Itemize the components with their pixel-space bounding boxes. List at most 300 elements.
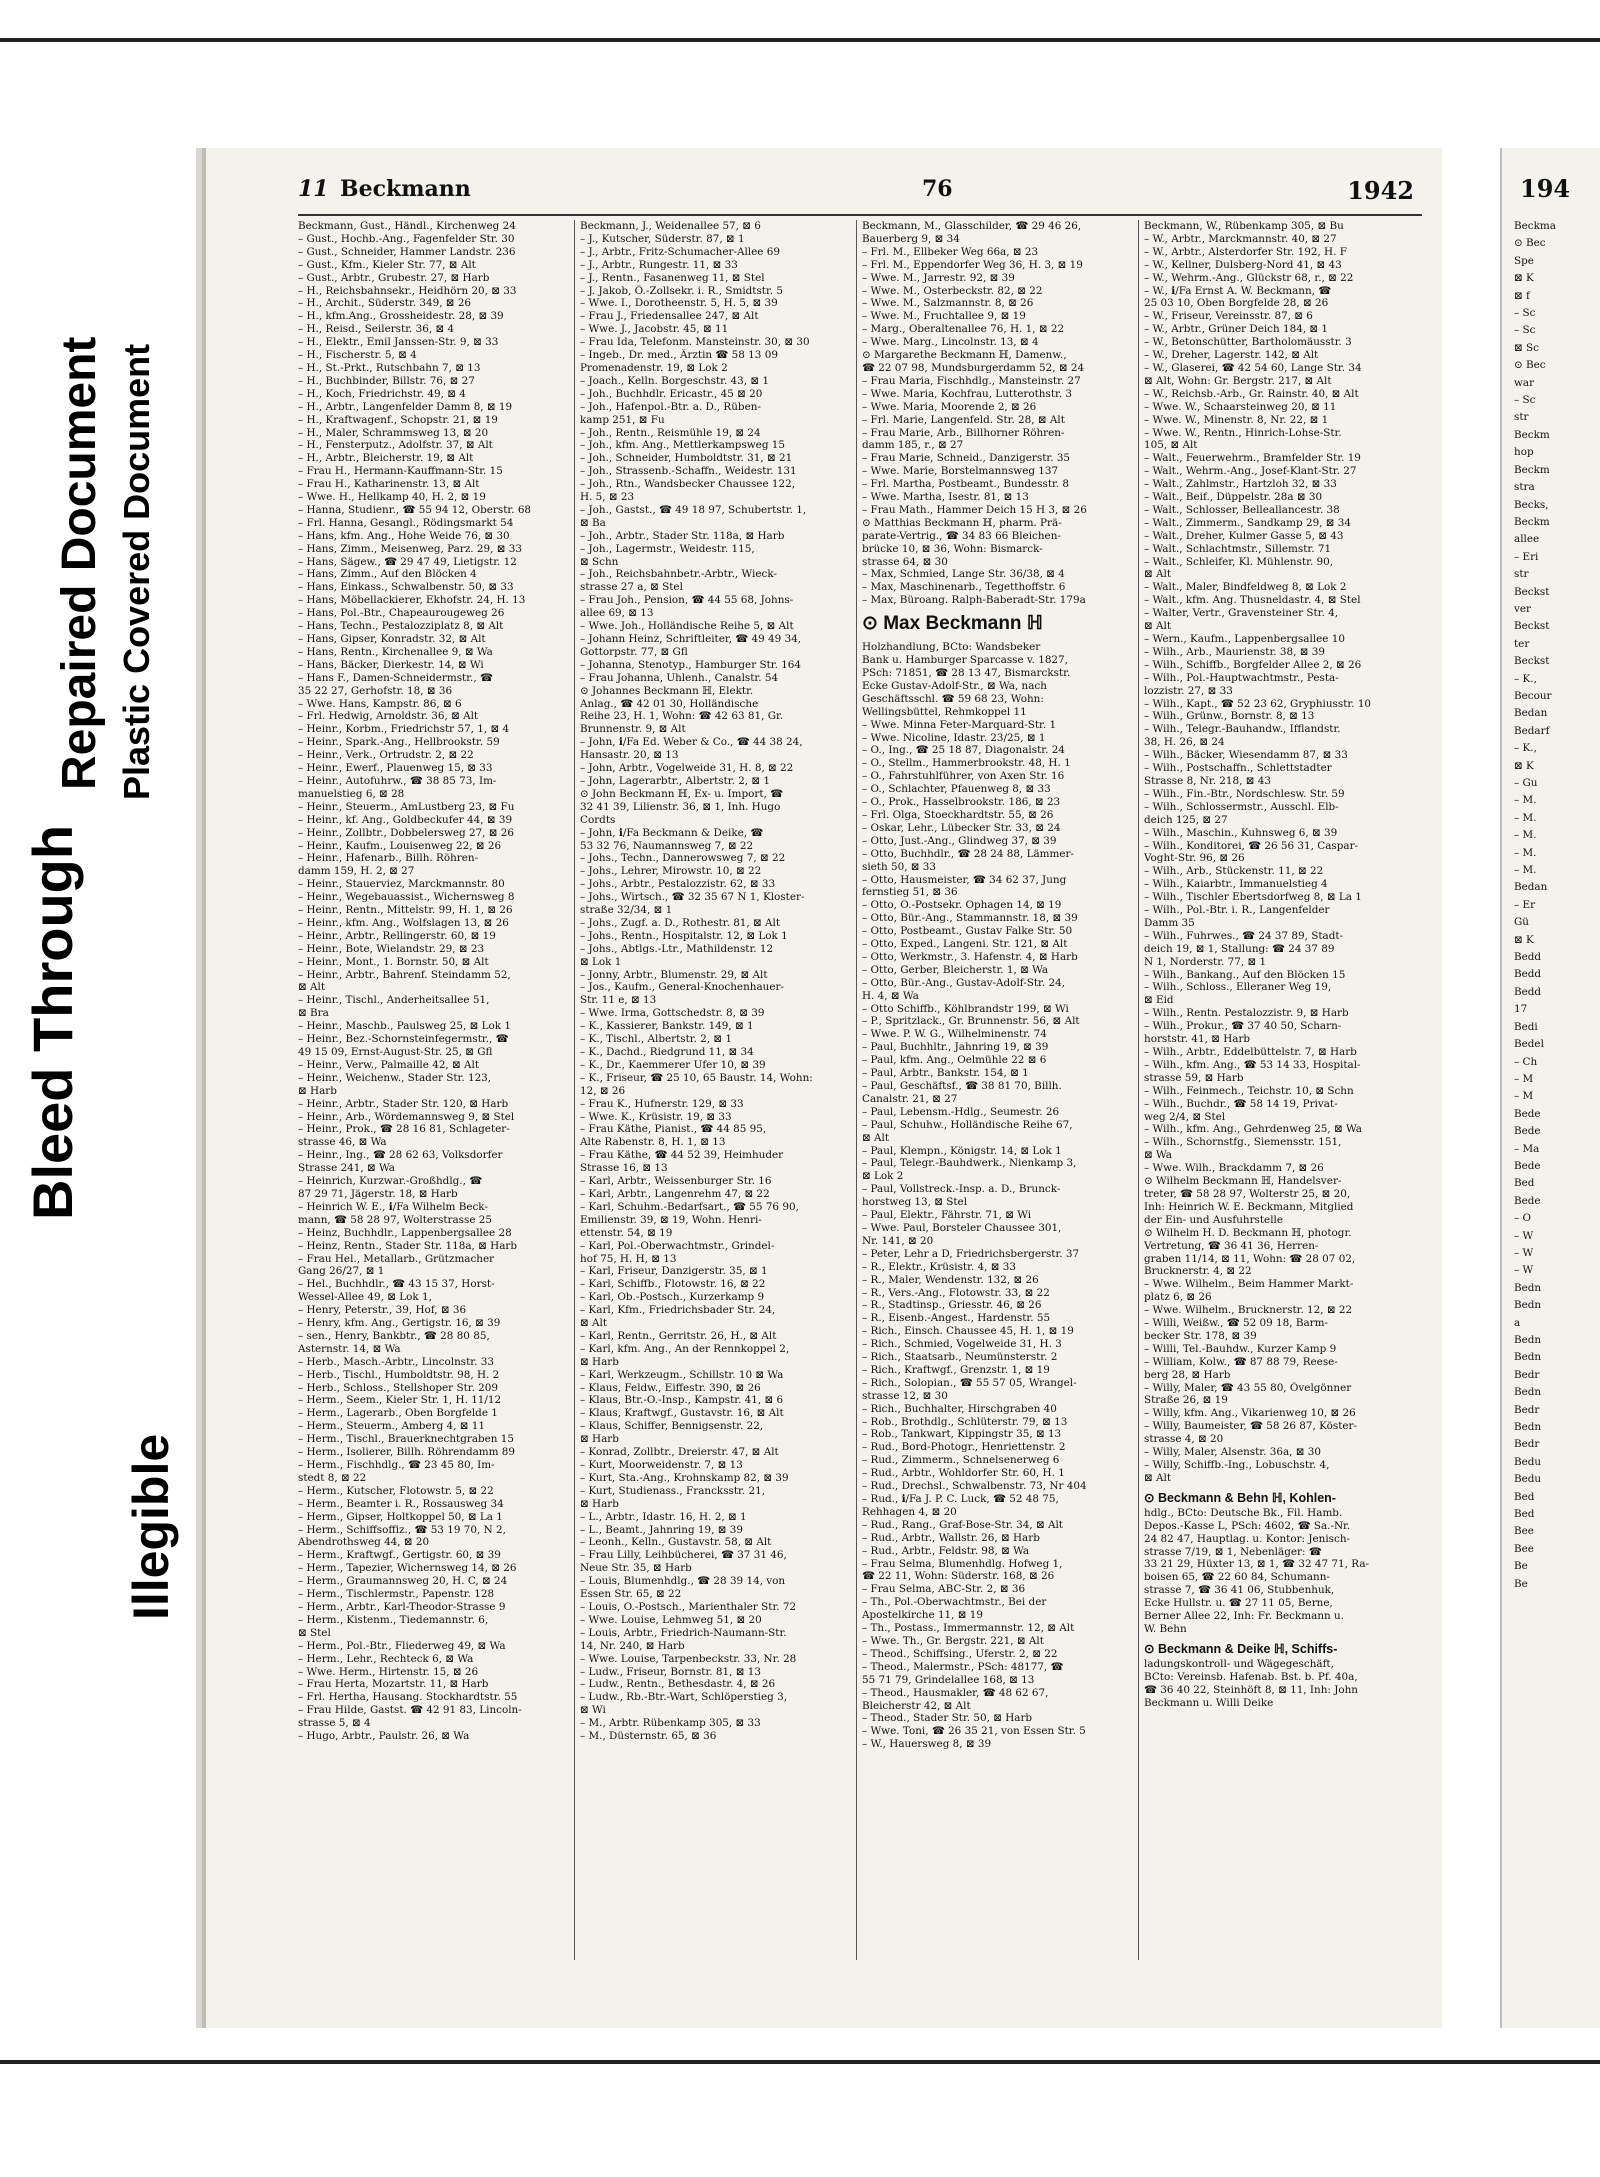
column-divider xyxy=(856,220,857,1960)
directory-entry: – Wwe. W., Schaarsteinweg 20, ⊠ 11 xyxy=(1144,400,1337,413)
directory-entry: – Heinr., Ewerf., Plauenweg 15, ⊠ 33 xyxy=(298,762,493,775)
directory-entry: – John, ℹ/Fa Beckmann & Deike, ☎ xyxy=(580,826,764,839)
directory-entry: ☎ 22 11, Wohn: Süderstr. 168, ⊠ 26 xyxy=(862,1570,1055,1583)
directory-entry: – Otto, Gerber, Bleicherstr. 1, ⊠ Wa xyxy=(862,963,1049,976)
adjacent-page-line: Bed xyxy=(1514,1177,1535,1190)
directory-entry: – Wilh., Grünw., Bornstr. 8, ⊠ 13 xyxy=(1144,710,1315,723)
adjacent-page-line: Bed xyxy=(1514,1490,1535,1503)
directory-entry: Strasse 241, ⊠ Wa xyxy=(298,1162,395,1175)
directory-entry: – O., Ing., ☎ 25 18 87, Diagonalstr. 24 xyxy=(862,744,1065,757)
adjacent-page-line: Bedr xyxy=(1514,1438,1540,1451)
directory-entry: ⊙ Beckmann & Behn ℍ, Kohlen- xyxy=(1144,1490,1336,1505)
directory-entry: boisen 65, ☎ 22 60 84, Schumann- xyxy=(1144,1571,1330,1584)
directory-entry: treter, ☎ 58 28 97, Wolterstr 25, ⊠ 20, xyxy=(1144,1187,1351,1200)
directory-entry: – Herm., Tapezier, Wichernsweg 14, ⊠ 26 xyxy=(298,1562,517,1575)
directory-entry: – Wwe. J., Jacobstr. 45, ⊠ 11 xyxy=(580,323,729,336)
directory-entry: – Rud., Arbtr., Wohldorfer Str. 60, H. 1 xyxy=(862,1467,1065,1480)
directory-entry: Beckmann u. Willi Deike xyxy=(1144,1696,1274,1709)
adjacent-page-line: Beckm xyxy=(1514,515,1550,528)
header-rule xyxy=(298,214,1422,216)
directory-entry: – Ludw., Rb.-Btr.-Wart, Schlöperstieg 3, xyxy=(580,1691,788,1704)
page-year: 1942 xyxy=(1347,176,1414,205)
directory-entry: – Kurt, Moorweidenstr. 7, ⊠ 13 xyxy=(580,1459,743,1471)
directory-entry: – Rud., Arbtr., Wallstr. 26, ⊠ Harb xyxy=(862,1531,1040,1544)
adjacent-page-line: Beckma xyxy=(1514,220,1556,232)
directory-entry: – Gust., Arbtr., Grubestr. 27, ⊠ Harb xyxy=(298,271,490,284)
adjacent-page-line: ⊠ K xyxy=(1514,272,1534,285)
directory-entry: – Frl. M., Ellbeker Weg 66a, ⊠ 23 xyxy=(862,245,1039,258)
directory-entry: ⊙ Margarethe Beckmann ℍ, Damenw., xyxy=(862,349,1067,362)
directory-entry: – Wilh., Schornstfg., Siemensstr. 151, xyxy=(1144,1136,1342,1149)
directory-entry: ⊠ Alt xyxy=(580,1317,608,1330)
directory-entry: – Heinr., Wegebauassist., Wichernsweg 8 xyxy=(298,891,515,904)
directory-entry: – Peter, Lehr a D, Friedrichsbergerstr. 37 xyxy=(862,1247,1080,1260)
directory-entry: – Joh., Schneider, Humboldtstr. 31, ⊠ 21 xyxy=(580,452,793,465)
directory-entry: ⊠ Alt, Wohn: Gr. Bergstr. 217, ⊠ Alt xyxy=(1144,374,1332,387)
directory-entry: Gottorpstr. 77, ⊠ Gfl xyxy=(580,645,688,658)
directory-entry: – Gust., Kfm., Kieler Str. 77, ⊠ Alt xyxy=(298,258,476,271)
directory-entry: ladungskontroll- und Wägegeschäft, xyxy=(1144,1657,1334,1670)
adjacent-page-line: Bedn xyxy=(1514,1386,1542,1399)
directory-entry: – R., Eisenb.-Angest., Hardenstr. 55 xyxy=(862,1312,1051,1325)
directory-entry: fernstieg 51, ⊠ 36 xyxy=(862,886,958,899)
directory-entry: – Herm., Pol.-Btr., Fliederweg 49, ⊠ Wa xyxy=(298,1639,506,1652)
directory-entry: sieth 50, ⊠ 33 xyxy=(862,860,937,873)
directory-entry: – Herm., Lagerarb., Oben Borgfelde 1 xyxy=(298,1407,498,1420)
directory-entry: – Frl. Marie, Langenfeld. Str. 28, ⊠ Alt xyxy=(862,413,1065,426)
directory-entry: – Frau Johanna, Uhlenh., Canalstr. 54 xyxy=(580,671,779,684)
directory-entry: – Wilh., Bäcker, Wiesendamm 87, ⊠ 33 xyxy=(1144,749,1348,762)
directory-entry: – Rob., Brothdlg., Schlüterstr. 79, ⊠ 13 xyxy=(862,1415,1068,1428)
directory-entry: – M., Düsternstr. 65, ⊠ 36 xyxy=(580,1730,717,1743)
directory-entry: – Willy, Maler, Alsenstr. 36a, ⊠ 30 xyxy=(1144,1446,1321,1459)
directory-entry: 87 29 71, Jägerstr. 18, ⊠ Harb xyxy=(298,1187,458,1200)
directory-entry: – Frau J., Friedensallee 247, ⊠ Alt xyxy=(580,310,759,323)
directory-entry: – Johs., Arbtr., Pestalozzistr. 62, ⊠ 33 xyxy=(580,878,776,891)
directory-entry: – Otto, Just.-Ang., Glindweg 37, ⊠ 39 xyxy=(862,834,1057,847)
stamp-repaired-document: Repaired Document xyxy=(53,336,106,790)
directory-entry: – Otto, Postbeamt., Gustav Falke Str. 50 xyxy=(862,925,1073,938)
directory-entry: ⊠ Stel xyxy=(298,1626,331,1639)
directory-entry: – Walt., Wehrm.-Ang., Josef-Klant-Str. 27 xyxy=(1144,465,1357,478)
directory-entry: – Karl, Schuhm.-Bedarfsart., ☎ 55 76 90, xyxy=(580,1200,799,1213)
directory-entry: – Joh., Gastst., ☎ 49 18 97, Schubertstr. 1, xyxy=(580,503,807,516)
directory-entry: – Wwe. M., Fruchtallee 9, ⊠ 19 xyxy=(862,310,1026,323)
directory-entry: – Wwe. M., Jarrestr. 92, ⊠ 39 xyxy=(862,271,1015,284)
directory-entry: – Herm., Kutscher, Flotowstr. 5, ⊠ 22 xyxy=(298,1484,494,1497)
directory-entry: – Joh., Rtn., Wandsbecker Chaussee 122, xyxy=(580,478,796,491)
adjacent-page-line: – M. xyxy=(1514,846,1537,859)
directory-entry: – Johs., Rentn., Hospitalstr. 12, ⊠ Lok 1 xyxy=(580,929,788,942)
directory-entry: – Heinrich W. E., ℹ/Fa Wilhelm Beck- xyxy=(298,1200,488,1213)
adjacent-page-line: Bedr xyxy=(1514,1368,1540,1381)
directory-entry: ⊠ Bra xyxy=(298,1007,329,1020)
directory-entry: ⊠ Lok 1 xyxy=(580,955,622,968)
directory-entry: H. 5, ⊠ 23 xyxy=(580,491,635,504)
directory-entry: Bauerberg 9, ⊠ 34 xyxy=(862,232,960,245)
directory-entry: straße 32/34, ⊠ 1 xyxy=(580,904,673,917)
directory-entry: – Wwe. Nicoline, Idastr. 23/25, ⊠ 1 xyxy=(862,731,1046,744)
directory-entry: – Walt., Schlosser, Belleallancestr. 38 xyxy=(1144,503,1340,516)
page-letter: 11 xyxy=(298,176,329,202)
directory-entry: BCto: Vereinsb. Hafenab. Bst. b. Pf. 40a, xyxy=(1144,1670,1358,1683)
directory-entry: Strasse 8, Nr. 218, ⊠ 43 xyxy=(1144,774,1271,787)
directory-entry: – Wilh., Prokur., ☎ 37 40 50, Scharn- xyxy=(1144,1020,1342,1033)
directory-entry: – Wwe. Wilhelm., Beim Hammer Markt- xyxy=(1144,1278,1354,1291)
directory-entry: Ecke Gustav-Adolf-Str., ⊠ Wa, nach xyxy=(862,679,1047,692)
adjacent-page-line: a xyxy=(1514,1316,1521,1329)
directory-entry: – Herm., Beamter i. R., Rossausweg 34 xyxy=(298,1497,504,1510)
directory-entry: 105, ⊠ Alt xyxy=(1144,439,1198,452)
directory-entry: Neue Str. 35, ⊠ Harb xyxy=(580,1562,692,1575)
directory-entry: – K., Kassierer, Bankstr. 149, ⊠ 1 xyxy=(580,1020,754,1033)
directory-entry: – Willi, Tel.-Bauhdw., Kurzer Kamp 9 xyxy=(1144,1342,1337,1355)
directory-entry: – J., Arbtr., Fritz-Schumacher-Allee 69 xyxy=(580,245,780,258)
directory-entry: – Wwe. Maria, Kochfrau, Lutterothstr. 3 xyxy=(862,387,1073,400)
directory-entry: – O., Stellm., Hammerbrookstr. 48, H. 1 xyxy=(862,757,1071,770)
directory-entry: ⊠ Alt xyxy=(298,981,326,994)
directory-entry: – Rud., Zimmerm., Schnelsenerweg 6 xyxy=(862,1454,1060,1467)
directory-entry: – Joh., Lagermstr., Weidestr. 115, xyxy=(580,542,755,555)
directory-entry: strasse 7/19, ⊠ 1, Nebenläger: ☎ xyxy=(1144,1545,1322,1558)
directory-entry: graben 11/14, ⊠ 11, Wohn: ☎ 28 07 02, xyxy=(1144,1252,1356,1265)
directory-entry: – Paul, Buchhltr., Jahnring 19, ⊠ 39 xyxy=(862,1041,1049,1054)
directory-entry: platz 6, ⊠ 26 xyxy=(1144,1291,1212,1304)
adjacent-page-line: – W xyxy=(1514,1264,1534,1277)
directory-entry: – W., Kellner, Dulsberg-Nord 41, ⊠ 43 xyxy=(1144,258,1342,271)
page-running-name: Beckmann xyxy=(340,176,471,202)
directory-entry: – Wwe. Wilh., Brackdamm 7, ⊠ 26 xyxy=(1144,1162,1324,1175)
directory-entry: – sen., Henry, Bankbtr., ☎ 28 80 85, xyxy=(298,1329,490,1342)
directory-entry: – Gust., Hochb.-Ang., Fagenfelder Str. 30 xyxy=(298,232,515,245)
directory-entry: – Heinr., Prok., ☎ 28 16 81, Schlageter- xyxy=(298,1123,510,1136)
adjacent-page-line: Bee xyxy=(1514,1525,1534,1538)
directory-entry: ⊠ Wi xyxy=(580,1704,606,1717)
directory-entry: – Jos., Kaufm., General-Knochenhauer- xyxy=(580,981,784,994)
directory-entry: – H., Archit., Süderstr. 349, ⊠ 26 xyxy=(298,297,472,310)
directory-entry: 25 03 10, Oben Borgfelde 28, ⊠ 26 xyxy=(1144,297,1329,310)
directory-entry: – Konrad, Zollbtr., Dreierstr. 47, ⊠ Alt xyxy=(580,1446,779,1459)
directory-entry: – Ludw., Friseur, Bornstr. 81, ⊠ 13 xyxy=(580,1665,761,1678)
directory-entry: – H., Reichsbahnsekr., Heidhörn 20, ⊠ 33 xyxy=(298,284,517,297)
adjacent-page-line: Bee xyxy=(1514,1542,1534,1555)
directory-entry: – Wwe. W., Minenstr. 8, Nr. 22, ⊠ 1 xyxy=(1144,413,1329,426)
directory-entry: – Paul, Telegr.-Bauhdwerk., Nienkamp 3, xyxy=(862,1157,1077,1170)
directory-entry: – Karl, Kfm., Friedrichsbader Str. 24, xyxy=(580,1304,776,1317)
adjacent-page-line: – Ma xyxy=(1514,1142,1540,1155)
directory-entry: – W., Dreher, Lagerstr. 142, ⊠ Alt xyxy=(1144,349,1319,362)
directory-entry: – Heinr., Korbm., Friedrichstr 57, 1, ⊠ 4 xyxy=(298,723,510,736)
directory-entry: 49 15 09, Ernst-August-Str. 25, ⊠ Gfl xyxy=(298,1046,493,1058)
directory-entry: – Marg., Oberaltenallee 76, H. 1, ⊠ 22 xyxy=(862,323,1065,336)
directory-entry: – Wwe. Irma, Gottschedstr. 8, ⊠ 39 xyxy=(580,1007,765,1020)
directory-entry: – Heinr., kf. Ang., Goldbeckufer 44, ⊠ 39 xyxy=(298,813,513,826)
directory-entry: ⊙ Johannes Beckmann ℍ, Elektr. xyxy=(580,684,754,697)
directory-entry: – O., Prok., Hasselbrookstr. 186, ⊠ 23 xyxy=(862,796,1061,809)
directory-entry: – Joh., Reichsbahnbetr.-Arbtr., Wieck- xyxy=(580,568,777,581)
directory-entry: ☎ 22 07 98, Mundsburgerdamm 52, ⊠ 24 xyxy=(862,361,1085,374)
directory-entry: – Louis, Blumenhdlg., ☎ 28 39 14, von xyxy=(580,1575,786,1588)
adjacent-page-line: – M. xyxy=(1514,829,1537,842)
directory-entry: – Wilh., Arbtr., Eddelbüttelstr. 7, ⊠ Harb xyxy=(1144,1046,1357,1058)
directory-entry: – H., Elektr., Emil Janssen-Str. 9, ⊠ 33 xyxy=(298,336,499,349)
adjacent-page-line: ver xyxy=(1514,602,1531,615)
directory-entry: – H., Maler, Schrammsweg 13, ⊠ 20 xyxy=(298,426,489,439)
directory-entry: – W., Reichsb.-Arb., Gr. Rainstr. 40, ⊠ Alt xyxy=(1144,387,1359,400)
directory-entry: – Karl, Ob.-Postsch., Kurzerkamp 9 xyxy=(580,1291,765,1304)
directory-entry: Brunnenstr. 9, ⊠ Alt xyxy=(580,723,686,736)
directory-entry: – Frau Marie, Arb., Billhorner Röhren- xyxy=(862,426,1065,439)
directory-entry: – Wilh., Buchdr., ☎ 58 14 19, Privat- xyxy=(1144,1097,1338,1110)
adjacent-page-line: Bedan xyxy=(1514,707,1548,720)
directory-entry: – Klaus, Kraftwgf., Gustavstr. 16, ⊠ Alt xyxy=(580,1407,784,1420)
directory-entry: – Paul, Lebensm.-Hdlg., Seumestr. 26 xyxy=(862,1105,1060,1118)
directory-entry: – Wilh., Postschaffn., Schlettstadter xyxy=(1144,762,1332,775)
directory-entry: – W., ℹ/Fa Ernst A. W. Beckmann, ☎ xyxy=(1144,284,1332,297)
directory-entry: – John, Arbtr., Vogelweide 31, H. 8, ⊠ 22 xyxy=(580,762,794,775)
directory-entry: Geschäftsschl. ☎ 59 68 23, Wohn: xyxy=(862,692,1044,705)
directory-entry: – Johs., Wirtsch., ☎ 32 35 67 N 1, Kloster- xyxy=(580,891,805,904)
directory-entry: ⊠ Alt xyxy=(1144,1471,1172,1484)
directory-entry: – Walt., Maler, Bindfeldweg 8, ⊠ Lok 2 xyxy=(1144,581,1347,594)
adjacent-page-line: Bedn xyxy=(1514,1299,1542,1312)
adjacent-page-line: Bedarf xyxy=(1514,724,1550,737)
directory-entry: – Heinr., Zollbtr., Dobbelersweg 27, ⊠ 26 xyxy=(298,826,515,839)
directory-entry: N 1, Norderstr. 77, ⊠ 1 xyxy=(1144,955,1267,968)
directory-entry: – Ludw., Rentn., Bethesdastr. 4, ⊠ 26 xyxy=(580,1678,776,1691)
directory-entry: – Frau Lilly, Leihbücherei, ☎ 37 31 46, xyxy=(580,1549,787,1562)
directory-entry: – Kurt, Studienass., Francksstr. 21, xyxy=(580,1484,766,1497)
directory-entry: – Frau Marie, Schneid., Danzigerstr. 35 xyxy=(862,452,1071,465)
directory-entry: – John, ℹ/Fa Ed. Weber & Co., ☎ 44 38 24, xyxy=(580,736,803,749)
directory-entry: – Rich., Kraftwgf., Grenzstr. 1, ⊠ 19 xyxy=(862,1363,1050,1376)
adjacent-page-line: Bede xyxy=(1514,1194,1541,1207)
directory-entry: Cordts xyxy=(580,813,616,826)
directory-entry: 35 22 27, Gerhofstr. 18, ⊠ 36 xyxy=(298,684,453,697)
directory-entry: – Heinr., Bez.-Schornsteinfegermstr., ☎ xyxy=(298,1033,509,1046)
directory-entry: PSch: 71851, ☎ 28 13 47, Bismarckstr. xyxy=(862,667,1071,679)
directory-entry: – Wilh., Schlossermstr., Ausschl. Elb- xyxy=(1144,800,1339,813)
directory-entry: – L., Beamt., Jahnring 19, ⊠ 39 xyxy=(580,1523,743,1536)
directory-entry: – Wilh., Pol.-Hauptwachtmstr., Pesta- xyxy=(1144,671,1339,684)
directory-entry: – Wilh., Fin.-Btr., Nordschlesw. Str. 59 xyxy=(1144,787,1345,800)
adjacent-page-line: – Ch xyxy=(1514,1055,1538,1068)
directory-entry: ⊠ Harb xyxy=(298,1084,337,1097)
adjacent-page-line: str xyxy=(1514,411,1529,424)
directory-entry: strasse 46, ⊠ Wa xyxy=(298,1136,387,1149)
directory-entry: – Hans, Einkass., Schwalbenstr. 50, ⊠ 33 xyxy=(298,581,514,594)
directory-entry: – Heinrich, Kurzwar.-Großhdlg., ☎ xyxy=(298,1175,483,1188)
adjacent-page-line: Bede xyxy=(1514,1125,1541,1138)
directory-entry: – Herm., Tischl., Brauerknechtgraben 15 xyxy=(298,1433,515,1446)
directory-entry: – Rud., Drechsl., Schwalbenstr. 73, Nr 404 xyxy=(862,1480,1087,1493)
directory-entry: – Heinr., Spark.-Ang., Hellbrookstr. 59 xyxy=(298,736,500,749)
directory-entry: – Joh., Rentn., Reismühle 19, ⊠ 24 xyxy=(580,426,761,439)
directory-entry: – R., Elektr., Krüsistr. 4, ⊠ 33 xyxy=(862,1260,1016,1273)
directory-entry: – Willy, Baumeister, ☎ 58 26 87, Köster- xyxy=(1144,1420,1357,1433)
adjacent-page-line: – W xyxy=(1514,1229,1534,1242)
directory-entry: – Heinr., Mont., 1. Bornstr. 50, ⊠ Alt xyxy=(298,955,489,968)
adjacent-page-line: – M xyxy=(1514,1072,1534,1085)
adjacent-page-line: Beckst xyxy=(1514,620,1550,633)
directory-entry: – Wwe. Martha, Isestr. 81, ⊠ 13 xyxy=(862,491,1029,504)
directory-entry: Anlag., ☎ 42 01 30, Holländische xyxy=(580,697,759,710)
directory-entry: Str. 11 e, ⊠ 13 xyxy=(580,994,657,1007)
adjacent-page-line: – M. xyxy=(1514,864,1537,877)
directory-entry: horstweg 13, ⊠ Stel xyxy=(862,1196,968,1209)
directory-entry: ⊙ Matthias Beckmann ℍ, pharm. Prä- xyxy=(862,516,1062,529)
directory-entry: – Heinr., Arbtr., Rellingerstr. 60, ⊠ 19 xyxy=(298,929,496,942)
directory-entry: Depos.-Kasse L, PSch: 4602, ☎ Sa.-Nr. xyxy=(1144,1519,1351,1532)
adjacent-page-line: Be xyxy=(1514,1560,1528,1573)
directory-entry: – Herm., Kraftwgf., Gertigstr. 60, ⊠ 39 xyxy=(298,1549,501,1562)
directory-entry: – Wilh., Konditorei, ☎ 26 56 31, Caspar- xyxy=(1144,839,1359,852)
directory-entry: Bank u. Hamburger Sparcasse v. 1827, xyxy=(862,654,1068,667)
directory-entry: – Herm., Isolierer, Billh. Röhrendamm 89 xyxy=(298,1446,516,1459)
directory-entry: – Heinr., kfm. Ang., Wolfslagen 13, ⊠ 26 xyxy=(298,916,509,929)
directory-entry: – Wilh., Maschin., Kuhnsweg 6, ⊠ 39 xyxy=(1144,826,1338,839)
directory-entry: – Otto, Bür.-Ang., Stammannstr. 18, ⊠ 39 xyxy=(862,912,1078,925)
directory-entry: – Gust., Schneider, Hammer Landstr. 236 xyxy=(298,245,516,258)
directory-entry: – Henry, Peterstr., 39, Hof, ⊠ 36 xyxy=(298,1304,467,1317)
directory-entry: – Paul, kfm. Ang., Oelmühle 22 ⊠ 6 xyxy=(862,1054,1047,1067)
directory-entry: – Wilh., Rentn. Pestalozzistr. 9, ⊠ Harb xyxy=(1144,1007,1349,1020)
directory-entry: strasse 4, ⊠ 20 xyxy=(1144,1433,1224,1446)
directory-entry: strasse 5, ⊠ 4 xyxy=(298,1717,371,1730)
adjacent-page-line: Bede xyxy=(1514,1159,1541,1172)
directory-entry: – Frl. Hanna, Gesangl., Rödingsmarkt 54 xyxy=(298,516,514,529)
directory-entry: – Klaus, Schiffer, Bennigsenstr. 22, xyxy=(580,1420,764,1433)
directory-entry: – Walt., Dreher, Kulmer Gasse 5, ⊠ 43 xyxy=(1144,529,1344,542)
adjacent-page-line: Beckst xyxy=(1514,655,1550,668)
adjacent-page-line: ter xyxy=(1514,637,1530,650)
directory-entry: mann, ☎ 58 28 97, Wolterstrasse 25 xyxy=(298,1213,493,1226)
directory-entry: Bleicherstr 42, ⊠ Alt xyxy=(862,1699,971,1712)
column-1 xyxy=(298,220,568,1960)
directory-entry: Beckmann, M., Glasschilder, ☎ 29 46 26, xyxy=(862,220,1082,232)
directory-entry: – Herm., Seem., Kieler Str. 1, H. 11/12 xyxy=(298,1394,502,1407)
adjacent-page-line: – Sc xyxy=(1514,324,1536,337)
directory-entry: – Frau Selma, ABC-Str. 2, ⊠ 36 xyxy=(862,1583,1026,1596)
directory-entry: – Karl, Friseur, Danzigerstr. 35, ⊠ 1 xyxy=(580,1265,768,1278)
stamp-plastic-covered-document: Plastic Covered Document xyxy=(116,343,157,800)
adjacent-page-line: Be xyxy=(1514,1577,1528,1590)
directory-entry: – Frau Selma, Blumenhdlg. Hofweg 1, xyxy=(862,1557,1063,1570)
directory-entry: – W., Arbtr., Marckmannstr. 40, ⊠ 27 xyxy=(1144,232,1337,245)
directory-entry: – Wilh., Schloss., Elleraner Weg 19, xyxy=(1144,981,1332,994)
adjacent-page-line: – M. xyxy=(1514,811,1537,824)
directory-entry: – Rich., Staatsarb., Neumünsterstr. 2 xyxy=(862,1351,1058,1364)
directory-entry: – Wwe. Minna Feter-Marquard-Str. 1 xyxy=(862,718,1057,731)
scan-bottom-border xyxy=(0,2060,1600,2064)
directory-entry: – Walt., Feuerwehrm., Bramfelder Str. 19 xyxy=(1144,452,1361,465)
directory-entry: strasse 27 a, ⊠ Stel xyxy=(580,581,683,594)
directory-entry: – Wilh., Telegr.-Bauhandw., Ifflandstr. xyxy=(1144,723,1341,736)
directory-entry: W. Behn xyxy=(1144,1622,1187,1635)
directory-entry: – Hans, Gipser, Konradstr. 32, ⊠ Alt xyxy=(298,633,486,645)
adjacent-page-line: – M. xyxy=(1514,794,1537,807)
directory-entry: – Rich., Solopian., ☎ 55 57 05, Wrangel- xyxy=(862,1376,1077,1389)
directory-entry: – Wilh., Feinmech., Teichstr. 10, ⊠ Schn xyxy=(1144,1084,1354,1097)
directory-entry: – Heinr., Rentn., Mittelstr. 99, H. 1, ⊠ 26 xyxy=(298,904,513,917)
directory-entry: weg 2/4, ⊠ Stel xyxy=(1144,1110,1226,1123)
adjacent-page-line: Beckst xyxy=(1514,585,1550,598)
directory-entry: strasse 12, ⊠ 30 xyxy=(862,1389,948,1402)
directory-entry: – W., Hauersweg 8, ⊠ 39 xyxy=(862,1738,992,1751)
directory-entry: ⊠ Lok 2 xyxy=(862,1170,904,1183)
adjacent-page-line: ⊠ K xyxy=(1514,933,1534,946)
directory-entry: Promenadenstr. 19, ⊠ Lok 2 xyxy=(580,361,728,374)
directory-page xyxy=(196,148,1442,2028)
directory-entry: Emilienstr. 39, ⊠ 19, Wohn. Henri- xyxy=(580,1213,762,1226)
directory-entry: – Frau H., Hermann-Kauffmann-Str. 15 xyxy=(298,465,503,478)
directory-entry: Inh: Heinrich W. E. Beckmann, Mitglied xyxy=(1144,1200,1354,1213)
directory-entry: Wessel-Allee 49, ⊠ Lok 1, xyxy=(298,1291,432,1304)
directory-entry: becker Str. 178, ⊠ 39 xyxy=(1144,1329,1257,1342)
directory-entry: – Paul, Elektr., Fährstr. 71, ⊠ Wi xyxy=(862,1209,1032,1222)
directory-entry: – Heinr., Bote, Wielandstr. 29, ⊠ 23 xyxy=(298,942,485,955)
adjacent-page-line: ⊙ Bec xyxy=(1514,237,1546,250)
column-divider xyxy=(1138,220,1139,1960)
directory-entry: – Joh., Buchhdlr. Ericastr., 45 ⊠ 20 xyxy=(580,387,763,400)
directory-entry: – Frl. Hedwig, Arnoldstr. 36, ⊠ Alt xyxy=(298,710,479,723)
directory-entry: – Walt., Zimmerm., Sandkamp 29, ⊠ 34 xyxy=(1144,516,1352,529)
directory-entry: ⊠ Alt xyxy=(1144,620,1172,633)
adjacent-page-line: ⊠ f xyxy=(1514,289,1530,302)
directory-entry: Voght-Str. 96, ⊠ 26 xyxy=(1144,852,1245,865)
adjacent-page-line: Becour xyxy=(1514,689,1552,702)
directory-entry: Alte Rabenstr. 8, H. 1, ⊠ 13 xyxy=(580,1136,726,1149)
directory-entry: – Johanna, Stenotyp., Hamburger Str. 164 xyxy=(580,658,802,671)
directory-entry: – Frl. M., Eppendorfer Weg 36, H. 3, ⊠ 19 xyxy=(862,258,1083,271)
adjacent-page-line: str xyxy=(1514,568,1529,581)
directory-entry: – Wilh., Kaiarbtr., Immanuelstieg 4 xyxy=(1144,878,1328,891)
adjacent-page-line: Bedn xyxy=(1514,1334,1542,1346)
directory-entry: Ecke Hullstr. u. ☎ 27 11 05, Berne, xyxy=(1144,1597,1333,1610)
directory-entry: – Louis, O.-Postsch., Marienthaler Str. 72 xyxy=(580,1600,797,1613)
directory-entry: – Hans, Zimm., Auf den Blöcken 4 xyxy=(298,568,477,581)
directory-entry: – K., Dachd., Riedgrund 11, ⊠ 34 xyxy=(580,1046,754,1058)
directory-entry: – J., Kutscher, Süderstr. 87, ⊠ 1 xyxy=(580,232,745,245)
directory-entry: – William, Kolw., ☎ 87 88 79, Reese- xyxy=(1144,1355,1338,1368)
directory-entry: Berner Allee 22, Inh: Fr. Beckmann u. xyxy=(1144,1610,1345,1623)
directory-entry: lozzistr. 27, ⊠ 33 xyxy=(1144,684,1233,697)
adjacent-page-line: – O xyxy=(1514,1212,1532,1225)
directory-entry: – W., Glaserei, ☎ 42 54 60, Lange Str. 34 xyxy=(1144,361,1362,374)
adjacent-page-line: ⊠ K xyxy=(1514,759,1534,772)
directory-entry: – H., Fischerstr. 5, ⊠ 4 xyxy=(298,349,417,362)
directory-entry: H. 4, ⊠ Wa xyxy=(862,989,919,1002)
adjacent-page-line: – Sc xyxy=(1514,307,1536,320)
adjacent-page-line: – Er xyxy=(1514,898,1536,911)
directory-entry: – Willy, kfm. Ang., Vikarienweg 10, ⊠ 26 xyxy=(1144,1407,1356,1420)
directory-entry: – H., Arbtr., Bleicherstr. 19, ⊠ Alt xyxy=(298,452,474,465)
directory-entry: 53 32 76, Naumannsweg 7, ⊠ 22 xyxy=(580,839,754,852)
directory-entry: – Walt., kfm. Ang. Thusneldastr. 4, ⊠ Stel xyxy=(1144,594,1361,607)
directory-entry: – Wwe. Hans, Kampstr. 86, ⊠ 6 xyxy=(298,697,462,710)
directory-entry: – Karl, Werkzeugm., Schillstr. 10 ⊠ Wa xyxy=(580,1368,784,1381)
directory-entry: deich 125, ⊠ 27 xyxy=(1144,813,1228,826)
directory-entry: – H., Buchbinder, Billstr. 76, ⊠ 27 xyxy=(298,374,475,387)
directory-entry: – Wwe. Th., Gr. Bergstr. 221, ⊠ Alt xyxy=(862,1634,1044,1647)
directory-entry: – Hans F., Damen-Schneidermstr., ☎ xyxy=(298,671,493,684)
directory-entry: – Wwe. Louise, Tarpenbeckstr. 33, Nr. 28 xyxy=(580,1652,797,1665)
directory-entry: 55 71 79, Grindelallee 168, ⊠ 13 xyxy=(862,1673,1035,1686)
adjacent-page-line: – W xyxy=(1514,1246,1534,1259)
directory-entry: – Th., Postass., Immermannstr. 12, ⊠ Alt xyxy=(862,1622,1075,1635)
directory-entry: Reihe 23, H. 1, Wohn: ☎ 42 63 81, Gr. xyxy=(580,710,784,723)
directory-entry: 32 41 39, Lilienstr. 36, ⊠ 1, Inh. Hugo xyxy=(580,800,781,813)
